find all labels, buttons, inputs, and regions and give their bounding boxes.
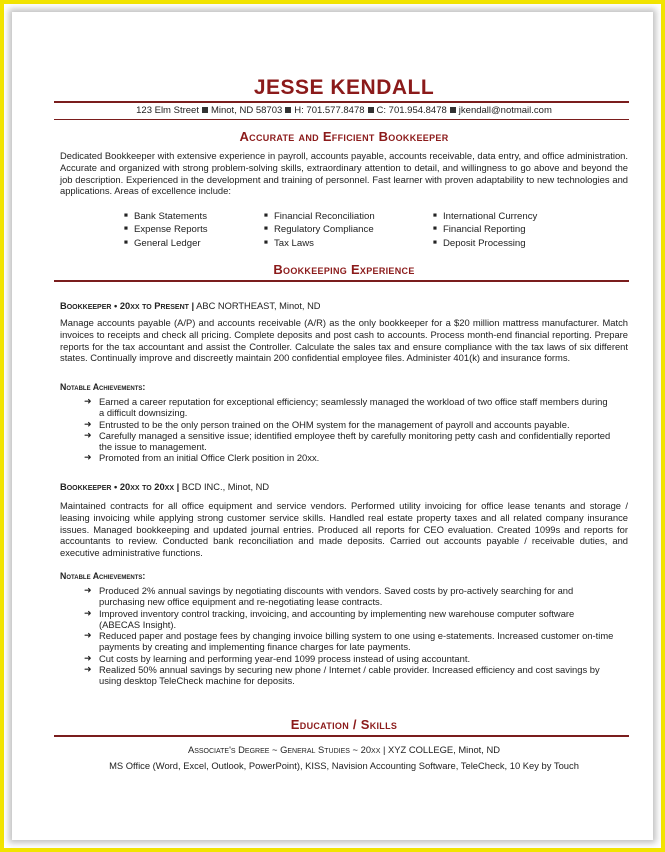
job-title-1 bbox=[60, 301, 321, 311]
skill-item: ■ Regulatory Compliance bbox=[264, 223, 375, 236]
education-heading: Education / Skills bbox=[290, 717, 398, 732]
achievement-item: ➜ Entrusted to be the only person trained on the OHM system for the management of payroll and accounts payable. bbox=[84, 418, 570, 430]
home-phone: H: 701.577.8478 bbox=[294, 105, 365, 116]
skill-item: ■ Bank Statements bbox=[124, 210, 208, 223]
arrow-icon: ➜ bbox=[84, 418, 92, 429]
job-position: Bookkeeper • 20xx to Present | bbox=[60, 301, 195, 311]
achievement-item: ➜ Improved inventory control tracking, invoicing, and accounting by implementing new warehouse computer software (ABECAS Insight). bbox=[84, 607, 575, 630]
skill-item: ■ International Currency bbox=[433, 210, 537, 223]
achievements-list-1 bbox=[84, 396, 614, 464]
arrow-icon: ➜ bbox=[84, 396, 92, 406]
notable-achievements-label-2: Notable Achievements: bbox=[60, 571, 146, 581]
skills-column-2 bbox=[264, 210, 375, 250]
cell-phone: C: 701.954.8478 bbox=[376, 105, 447, 116]
degree: Associate's Degree ~ General Studies ~ 20xx bbox=[187, 744, 381, 755]
arrow-icon: ➜ bbox=[84, 652, 92, 663]
job-description-1: Manage accounts payable (A/P) and accounts receivable (A/R) as the only bookkeeper for a $20 million mattress manufacturer. Match invoices to receipts and check all pricing. Complete deposits and post cash to accounts. Process month-end financial reporting. Prepare reports for the tax accountant and assist the Controller. Calculate the sales tax and ensure compliance with the tax laws of six different states. Continually improve and discreetly maintain 200 confidential employee files. Administer 401(k) and insurance forms. bbox=[60, 317, 628, 364]
skills-column-3 bbox=[433, 210, 537, 250]
arrow-icon: ➜ bbox=[84, 429, 92, 440]
separator-icon bbox=[368, 107, 374, 113]
email[interactable]: jkendall@notmail.com bbox=[458, 105, 552, 116]
separator-icon bbox=[202, 107, 208, 113]
achievement-item: ➜ Earned a career reputation for exceptional efficiency; seamlessly managed the workload of two office staff members during a difficult downsizing. bbox=[84, 396, 608, 419]
city: Minot, ND 58703 bbox=[210, 105, 283, 116]
arrow-icon: ➜ bbox=[84, 607, 92, 618]
contact-line bbox=[54, 105, 634, 116]
education-divider bbox=[54, 735, 629, 737]
skill-item: ■ Expense Reports bbox=[124, 223, 208, 236]
skill-item: ■ Financial Reporting bbox=[433, 223, 537, 236]
address: 123 Elm Street bbox=[136, 105, 199, 116]
experience-divider bbox=[54, 280, 629, 282]
skills-column-1 bbox=[124, 210, 208, 250]
job-title-2 bbox=[60, 482, 269, 492]
achievement-item: ➜ Carefully managed a sensitive issue; identified employee theft by carefully monitoring petty cash and confidentially reported the issue to management. bbox=[84, 429, 611, 453]
skill-item: ■ Financial Reconciliation bbox=[264, 210, 375, 223]
achievement-item: ➜ Cut costs by learning and performing year-end 1099 process instead of using accountant. bbox=[84, 652, 471, 664]
arrow-icon: ➜ bbox=[84, 585, 92, 595]
achievement-item: ➜ Produced 2% annual savings by negotiating discounts with vendors. Saved costs by pro-actively searching for and purchasing new office equipment and re-negotiating lease contracts. bbox=[84, 585, 574, 608]
skill-item: ■ Tax Laws bbox=[264, 237, 375, 250]
separator-icon bbox=[285, 107, 291, 113]
arrow-icon: ➜ bbox=[84, 630, 92, 641]
achievements-list-2 bbox=[84, 585, 614, 687]
arrow-icon: ➜ bbox=[84, 452, 92, 463]
software-skills: MS Office (Word, Excel, Outlook, PowerPoint), KISS, Navision Accounting Software, TeleCheck, 10 Key by Touch bbox=[109, 760, 579, 771]
experience-heading: Bookkeeping Experience bbox=[273, 262, 415, 277]
header-divider bbox=[54, 101, 629, 103]
separator-icon bbox=[450, 107, 456, 113]
achievement-item: ➜ Realized 50% annual savings by securing new phone / Internet / cable provider. Increased efficiency and cost savings by using desktop TeleCheck machine for deposits. bbox=[84, 664, 600, 687]
education-line: Associate's Degree ~ General Studies ~ 20xx | XYZ COLLEGE, Minot, ND bbox=[187, 744, 501, 755]
school: XYZ COLLEGE, Minot, ND bbox=[388, 744, 501, 755]
skill-item: ■ Deposit Processing bbox=[433, 237, 537, 250]
job-position: Bookkeeper • 20xx to 20xx | bbox=[60, 482, 180, 492]
achievement-item: ➜ Promoted from an initial Office Clerk position in 20xx. bbox=[84, 452, 320, 464]
skill-item: ■ General Ledger bbox=[124, 237, 208, 250]
headline: Accurate and Efficient Bookkeeper bbox=[239, 129, 449, 144]
achievement-item: ➜ Reduced paper and postage fees by changing invoice billing system to one using e-statements. Increased customer on-time payments by creating and implementing finance charges for late payments. bbox=[84, 630, 614, 653]
job-company: BCD INC., Minot, ND bbox=[181, 482, 270, 492]
contact-divider bbox=[54, 119, 629, 120]
job-company: ABC NORTHEAST, Minot, ND bbox=[196, 301, 321, 311]
resume-sheet bbox=[12, 12, 653, 840]
job-description-2: Maintained contracts for all office equipment and service vendors. Performed utility invoicing for office lease tenants and storage / leasing invoicing while applying strong customer service skills. Handled real estate property taxes and all related company insurance issues. Managed bookkeeping and updated journal entries. Produced all reports for CEO evaluation. Created 1099s and reports for accountants to review. Conducted bank reconciliation and made deposits. Carried out accounts payable / receivable duties, and executive administrative functions. bbox=[60, 500, 628, 559]
arrow-icon: ➜ bbox=[84, 664, 92, 675]
summary: Dedicated Bookkeeper with extensive experience in payroll, accounts payable, accounts receivable, data entry, and office administration. Accurate and organized with strong problem-solving skills, extraordinary attention to detail, and willingness to go above and beyond the job description. Experienced in the development and training of personnel. Fast learner with proven adaptability to new technologies and applications. Areas of excellence include: bbox=[60, 150, 628, 197]
notable-achievements-label-1: Notable Achievements: bbox=[60, 382, 146, 392]
candidate-name: JESSE KENDALL bbox=[253, 76, 435, 99]
